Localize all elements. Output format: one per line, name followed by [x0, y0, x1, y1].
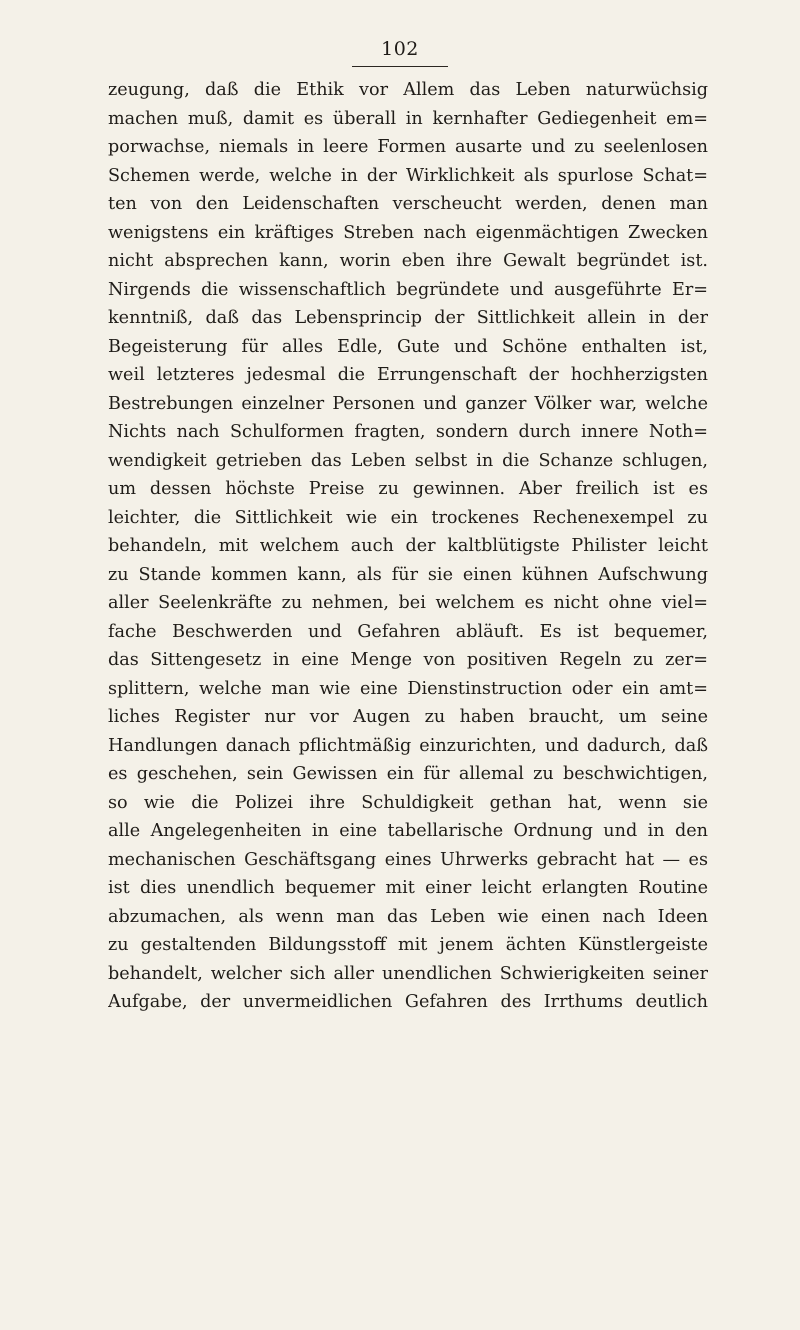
text-line: splittern, welche man wie eine Dienstinstruction oder ein amt=	[108, 678, 708, 699]
text-line: Nirgends die wissenschaftlich begründete und ausgeführte Er=	[108, 279, 708, 300]
text-line: wenigstens ein kräftiges Streben nach eigenmächtigen Zwecken	[108, 222, 708, 243]
text-line: machen muß, damit es überall in kernhafter Gediegenheit em=	[108, 108, 708, 129]
text-line: das Sittengesetz in eine Menge von positiven Regeln zu zer=	[108, 650, 708, 670]
text-line: Nichts nach Schulformen fragten, sondern durch innere Noth=	[108, 422, 708, 442]
text-line: mechanischen Geschäftsgang eines Uhrwerks gebracht hat — es	[108, 849, 708, 870]
text-line: um dessen höchste Preise zu gewinnen. Aber freilich ist es	[108, 479, 708, 499]
text-line: behandelt, welcher sich aller unendlichen Schwierigkeiten seiner	[108, 963, 708, 984]
text-line: zu Stande kommen kann, als für sie einen kühnen Aufschwung	[108, 564, 708, 585]
text-line: zeugung, daß die Ethik vor Allem das Leben naturwüchsig	[108, 80, 708, 100]
text-line: kenntniß, daß das Lebensprincip der Sittlichkeit allein in der	[108, 308, 708, 328]
text-line: es geschehen, sein Gewissen ein für allemal zu beschwichtigen,	[108, 764, 708, 784]
text-line: ist dies unendlich bequemer mit einer leicht erlangten Routine	[108, 878, 708, 898]
text-line: leichter, die Sittlichkeit wie ein trockenes Rechenexempel zu	[108, 507, 708, 528]
text-line: nicht absprechen kann, worin eben ihre Gewalt begründet ist.	[108, 251, 708, 271]
text-line: Begeisterung für alles Edle, Gute und Schöne enthalten ist,	[108, 336, 708, 357]
text-line: Schemen werde, welche in der Wirklichkeit als spurlose Schat=	[108, 165, 708, 186]
text-line: alle Angelegenheiten in eine tabellarische Ordnung und in den	[108, 821, 708, 841]
text-line: wendigkeit getrieben das Leben selbst in die Schanze schlugen,	[108, 450, 708, 471]
text-line: liches Register nur vor Augen zu haben braucht, um seine	[108, 707, 708, 727]
text-line: Bestrebungen einzelner Personen und ganzer Völker war, welche	[108, 393, 708, 414]
text-line: ten von den Leidenschaften verscheucht werden, denen man	[108, 194, 708, 214]
text-line: Aufgabe, der unvermeidlichen Gefahren des Irrthums deutlich	[108, 992, 708, 1012]
text-line: fache Beschwerden und Gefahren abläuft. Es ist bequemer,	[108, 621, 708, 642]
text-line: aller Seelenkräfte zu nehmen, bei welchem es nicht ohne viel=	[108, 593, 708, 613]
text-line: weil letzteres jedesmal die Errungenschaft der hochherzigsten	[108, 365, 708, 385]
body-text	[108, 76, 708, 1017]
text-line: abzumachen, als wenn man das Leben wie einen nach Ideen	[108, 906, 708, 927]
text-line: porwachse, niemals in leere Formen ausarte und zu seelenlosen	[108, 137, 708, 157]
text-line: zu gestaltenden Bildungsstoff mit jenem ächten Künstlergeiste	[108, 935, 708, 955]
text-line: Handlungen danach pflichtmäßig einzurichten, und dadurch, daß	[108, 735, 708, 756]
text-line: behandeln, mit welchem auch der kaltblütigste Philister leicht	[108, 536, 708, 556]
page-number-rule	[352, 66, 448, 67]
page-number: 102	[381, 38, 419, 60]
text-line: so wie die Polizei ihre Schuldigkeit gethan hat, wenn sie	[108, 792, 708, 813]
